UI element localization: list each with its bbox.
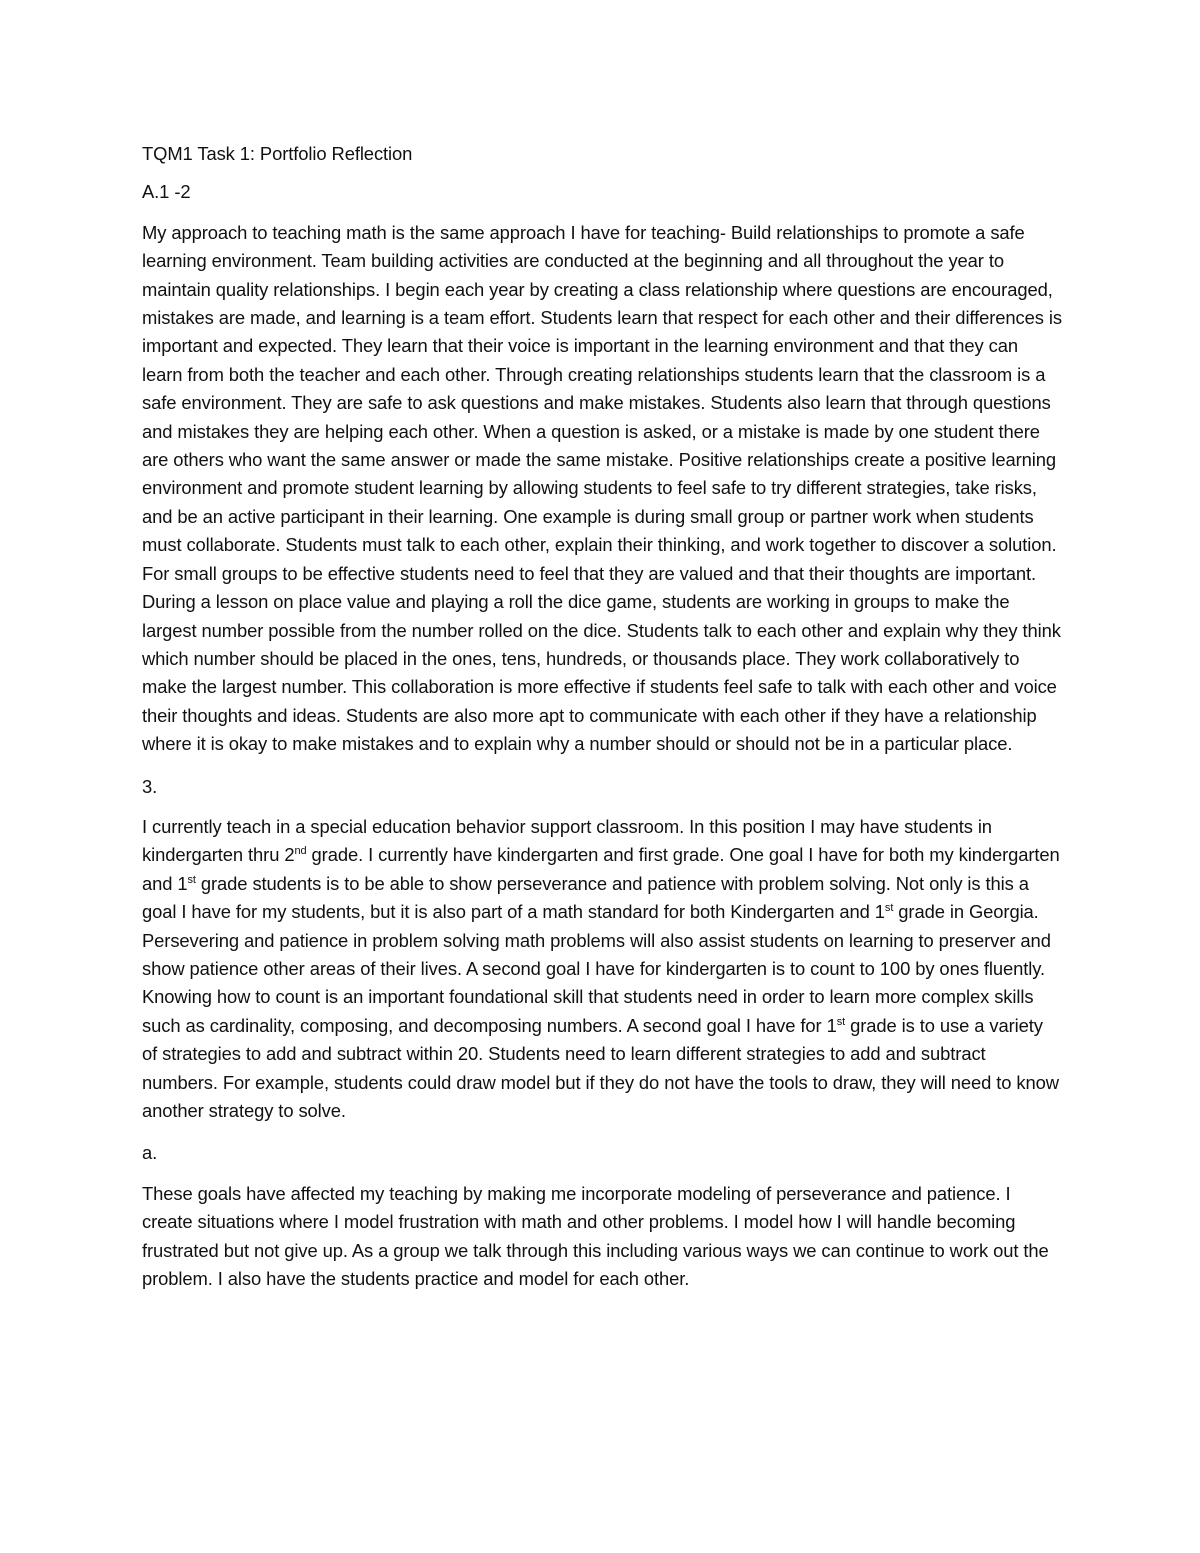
ordinal-suffix: st — [884, 902, 894, 915]
document-title: TQM1 Task 1: Portfolio Reflection — [142, 143, 413, 164]
paragraph-3-part-3: grade students is to be able to show perseverance and patience with problem solving. Not only is this a goal I have for my students, but it is also part of a math standard for both Kindergarten and 1 — [142, 872, 1029, 923]
section-label-a: a. — [142, 1142, 158, 1164]
paragraph-3 — [142, 813, 1062, 1125]
paragraph-3-part-4: grade in Georgia. Persevering and patience in problem solving math problems will also assist students on learning to preserver and show patience other areas of their lives. A second goal I have for kindergarten is to count to 100 by ones fluently. Knowing how to count is an important foundational skill that students need in order to learn more complex skills such as cardinality, composing, and decomposing numbers. A second goal I have for 1 — [142, 901, 1051, 1036]
paragraph-a12: My approach to teaching math is the same approach I have for teaching- Build relationships to promote a safe learning environment. Team building activities are conducted at the beginning and all throughout the year to maintain quality relationships. I begin each year by creating a class relationship where questions are encouraged, mistakes are made, and learning is a team effort. Students learn that respect for each other and their differences is important and expected. They learn that their voice is important in the learning environment and that they can learn from both the teacher and each other. Through creating relationships students learn that the classroom is a safe environment. They are safe to ask questions and make mistakes. Students also learn that through questions and mistakes they are helping each other. When a question is asked, or a mistake is made by one student there are others who want the same answer or made the same mistake. Positive relationships create a positive learning environment and promote student learning by allowing students to feel safe to try different strategies, take risks, and be an active participant in their learning. One example is during small group or partner work when students must collaborate. Students must talk to each other, explain their thinking, and work together to discover a solution. For small groups to be effective students need to feel that they are valued and that their thoughts are important. During a lesson on place value and playing a roll the dice game, students are working in groups to make the largest number possible from the number rolled on the dice. Students talk to each other and explain why they think which number should be placed in the ones, tens, hundreds, or thousands place. They work collaboratively to make the largest number. This collaboration is more effective if students feel safe to talk with each other and voice their thoughts and ideas. Students are also more apt to communicate with each other if they have a relationship where it is okay to make mistakes and to explain why a number should or should not be in a particular place. — [142, 221, 1062, 755]
paragraph-3-part-1: I currently teach in a special education behavior support classroom. In this position I may have students in kindergarten thru 2 — [142, 815, 992, 866]
section-label-3: 3. — [142, 775, 158, 797]
paragraph-3-part-5: grade is to use a variety of strategies to add and subtract within 20. Students need to learn different strategies to add and subtract numbers. For example, students could draw model but if they do not have the tools to draw, they will need to know another strategy to solve. — [142, 1014, 1059, 1121]
ordinal-suffix: st — [836, 1015, 846, 1028]
paragraph-3-part-2: grade. I currently have kindergarten and first grade. One goal I have for both my kindergarten and 1 — [142, 844, 1060, 894]
document-page — [142, 140, 1062, 1307]
section-label-a12: A.1 -2 — [142, 181, 191, 203]
ordinal-suffix: nd — [294, 845, 307, 858]
ordinal-suffix: st — [187, 873, 196, 886]
paragraph-a: These goals have affected my teaching by making me incorporate modeling of perseverance and patience. I create situations where I model frustration with math and other problems. I model how I will handle becoming frustrated but not give up. As a group we talk through this including various ways we can continue to work out the problem. I also have the students practice and model for each other. — [142, 1182, 1049, 1290]
